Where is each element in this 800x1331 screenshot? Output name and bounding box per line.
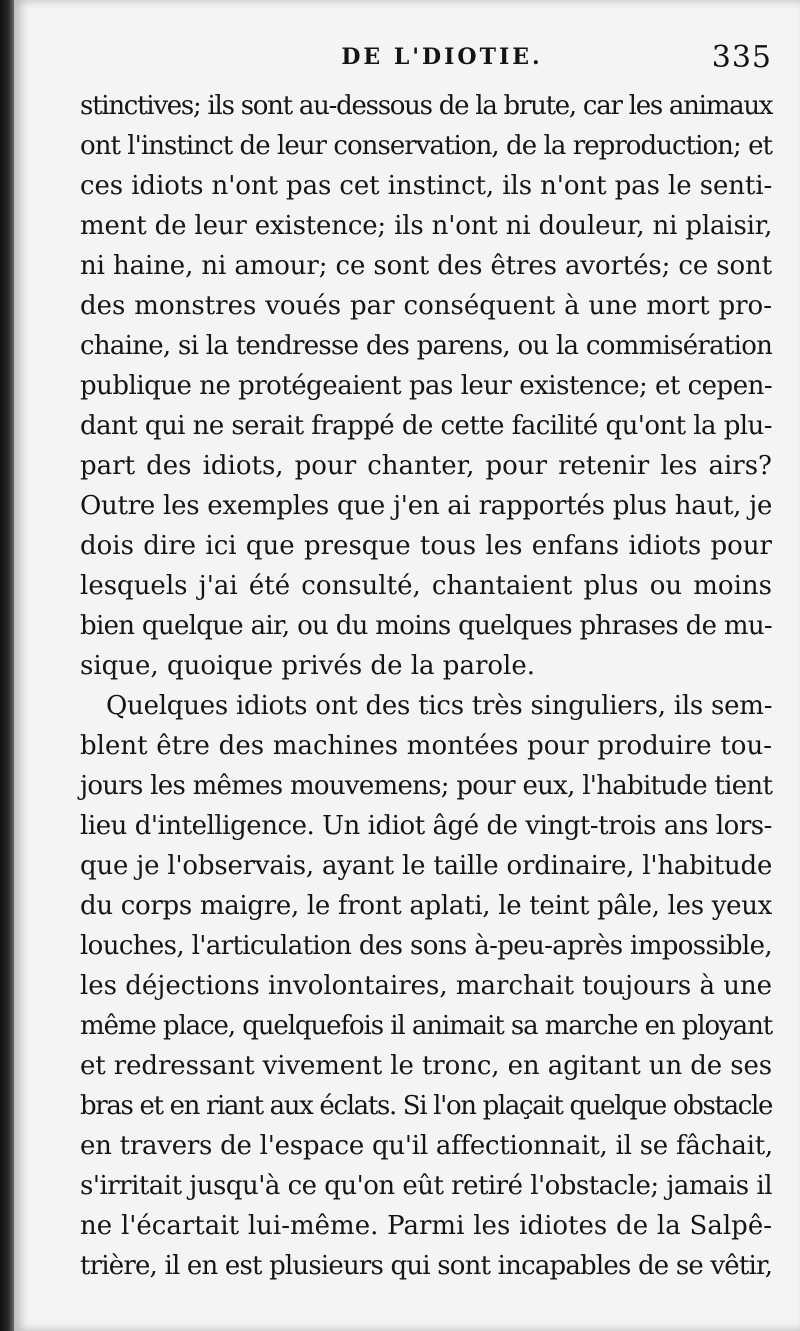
text-line: ment de leur existence; ils n'ont ni douleur, ni plaisir, (80, 211, 773, 241)
text-line: Quelques idiots ont des tics très singuliers, ils sem- (106, 691, 773, 721)
page-number: 335 (711, 40, 772, 75)
text-line: ces idiots n'ont pas cet instinct, ils n'ont pas le senti- (80, 171, 773, 201)
book-page (14, 0, 800, 1331)
running-head: DE L'DIOTIE. (341, 44, 543, 70)
text-line: trière, il en est plusieurs qui sont incapables de se vêtir, (80, 1251, 773, 1281)
text-line: stinctives; ils sont au-dessous de la brute, car les animaux (80, 91, 773, 121)
text-line: bien quelque air, ou du moins quelques phrases de mu- (80, 611, 772, 641)
text-line: et redressant vivement le tronc, en agitant un de ses (80, 1051, 773, 1081)
text-line: les déjections involontaires, marchait toujours à une (80, 971, 773, 1001)
body-text (80, 86, 772, 1286)
text-line: chaine, si la tendresse des parens, ou la commisération (80, 331, 773, 361)
text-line: des monstres voués par conséquent à une mort pro- (80, 291, 772, 321)
text-line: bras et en riant aux éclats. Si l'on plaçait quelque obstacle (80, 1091, 772, 1121)
text-line: ont l'instinct de leur conservation, de la reproduction; et (80, 131, 773, 161)
text-line: s'irritait jusqu'à ce qu'on eût retiré l'obstacle; jamais il (80, 1171, 772, 1201)
text-line: jours les mêmes mouvemens; pour eux, l'habitude tient (80, 771, 773, 801)
text-line: ni haine, ni amour; ce sont des êtres avortés; ce sont (80, 251, 772, 281)
text-line: Outre les exemples que j'en ai rapportés plus haut, je (80, 491, 773, 521)
text-line: du corps maigre, le front aplati, le teint pâle, les yeux (80, 891, 773, 921)
text-line: en travers de l'espace qu'il affectionnait, il se fâchait, (80, 1131, 773, 1161)
text-line: louches, l'articulation des sons à-peu-après impossible, (80, 931, 772, 961)
text-line: part des idiots, pour chanter, pour retenir les airs? (80, 451, 772, 481)
page-header (72, 40, 772, 78)
text-line: lieu d'intelligence. Un idiot âgé de vingt-trois ans lors- (80, 811, 772, 841)
book-gutter (0, 0, 14, 1331)
text-line: publique ne protégeaient pas leur existence; et cepen- (80, 371, 773, 401)
text-line: blent être des machines montées pour produire tou- (80, 731, 772, 761)
text-line: que je l'observais, ayant le taille ordinaire, l'habitude (80, 851, 773, 881)
text-line: dois dire ici que presque tous les enfans idiots pour (80, 531, 772, 561)
text-line: lesquels j'ai été consulté, chantaient plus ou moins (80, 571, 772, 601)
text-line: dant qui ne serait frappé de cette facilité qu'ont la plu- (80, 411, 772, 441)
text-line: même place, quelquefois il animait sa marche en ployant (80, 1011, 773, 1041)
text-line: ne l'écartait lui-même. Parmi les idiotes de la Salpê- (80, 1211, 772, 1241)
text-line: sique, quoique privés de la parole. (80, 651, 535, 681)
